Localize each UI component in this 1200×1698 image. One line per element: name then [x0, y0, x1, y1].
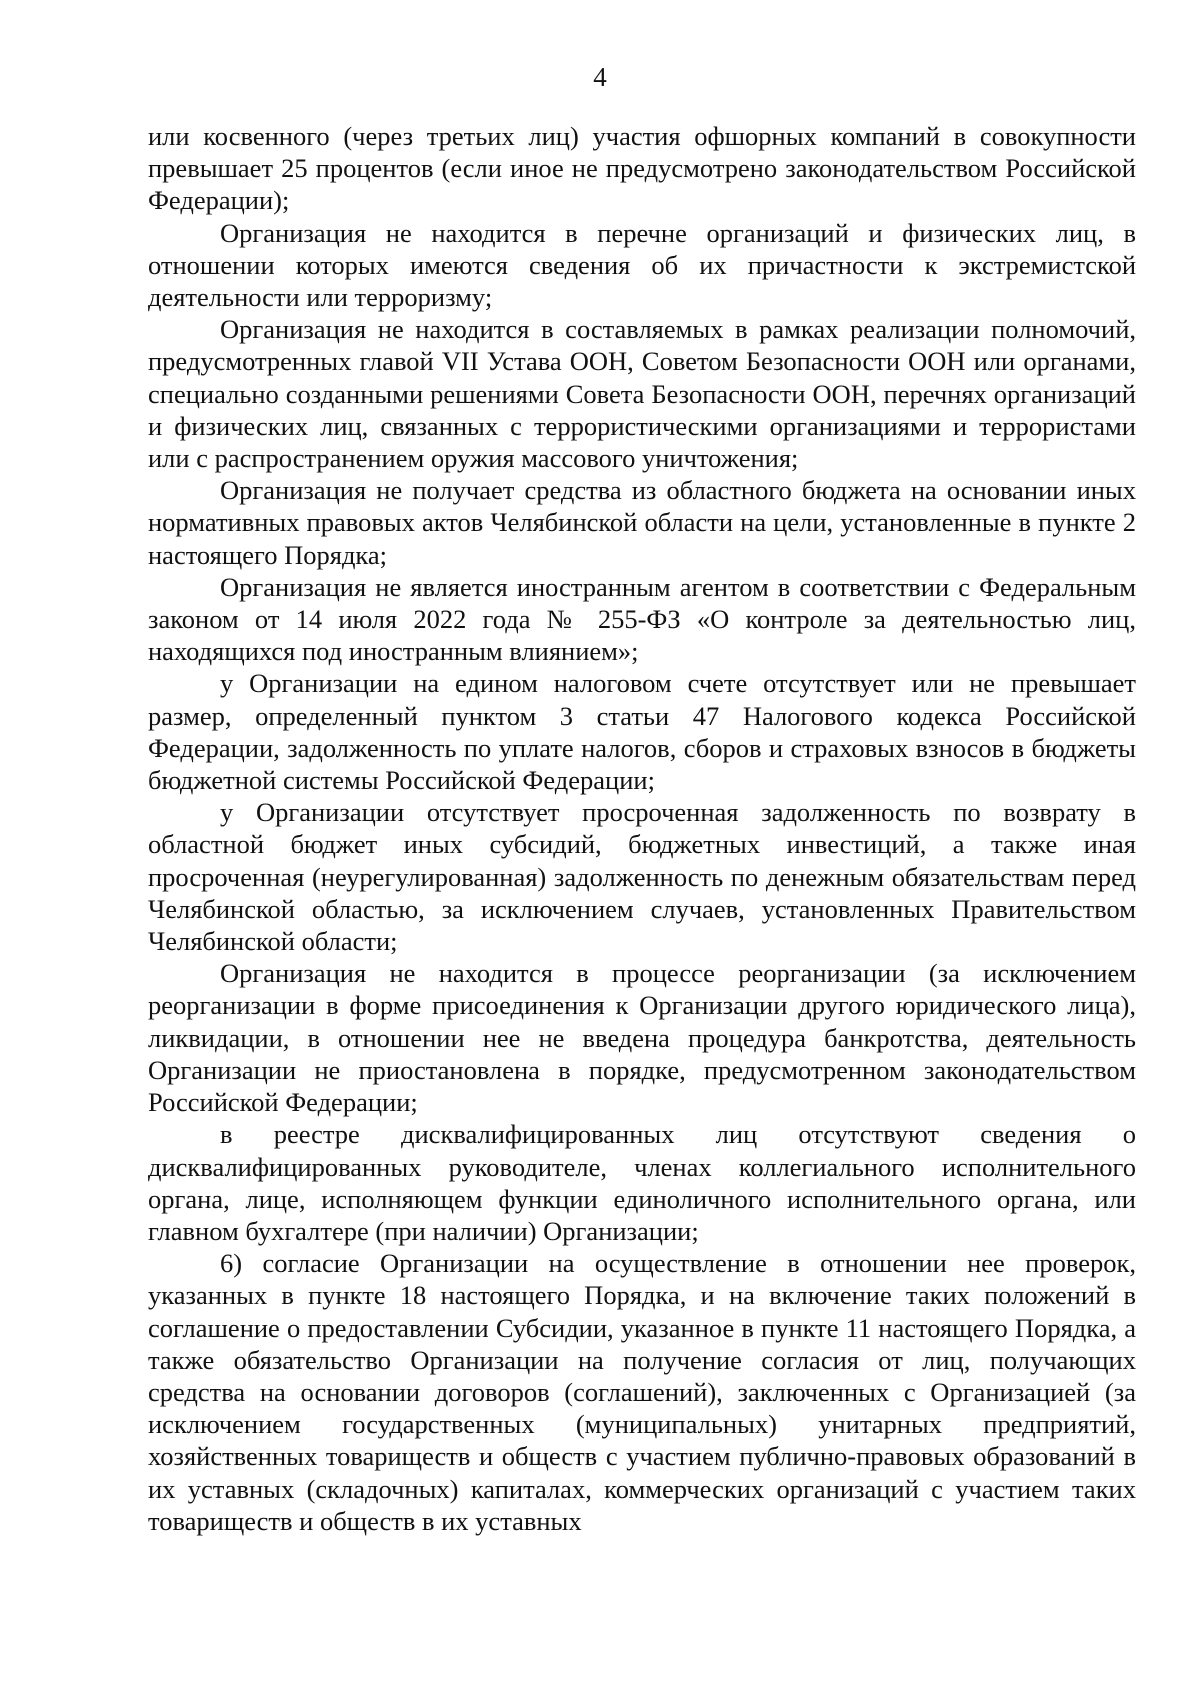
- paragraph: Организация не находится в составляемых в рамках реализации полномочий, предусмотренных главой VII Устава ООН, Советом Безопасности ООН или органами, специально созданными решениями Совета Безопасности ООН, перечнях организаций и физических лиц, связанных с террористическими организациями и террористами или с распространением оружия массового уничтожения;: [148, 314, 1136, 474]
- paragraph: у Организации на едином налоговом счете отсутствует или не превышает размер, определенный пунктом 3 статьи 47 Налогового кодекса Российской Федерации, задолженность по уплате налогов, сборов и страховых взносов в бюджеты бюджетной системы Российской Федерации;: [148, 668, 1136, 796]
- paragraph: Организация не находится в перечне организаций и физических лиц, в отношении которых имеются сведения об их причастности к экстремистской деятельности или терроризму;: [148, 217, 1136, 313]
- paragraph: Организация не находится в процессе реорганизации (за исключением реорганизации в форме присоединения к Организации другого юридического лица), ликвидации, в отношении нее не введена процедура банкротства, деятельность Организации не приостановлена в порядке, предусмотренном законодательством Российской Федерации;: [148, 958, 1136, 1118]
- page-number: 4: [593, 62, 607, 92]
- paragraph: или косвенного (через третьих лиц) участия офшорных компаний в совокупности превышает 25 процентов (если иное не предусмотрено законодательством Российской Федерации);: [148, 121, 1136, 216]
- paragraph: Организация не является иностранным агентом в соответствии с Федеральным законом от 14 июля 2022 года № 255-ФЗ «О контроле за деятельностью лиц, находящихся под иностранным влиянием»;: [148, 571, 1136, 667]
- paragraph: у Организации отсутствует просроченная задолженность по возврату в областной бюджет иных субсидий, бюджетных инвестиций, а также иная просроченная (неурегулированная) задолженность по денежным обязательствам перед Челябинской областью, за исключением случаев, установленных Правительством Челябинской области;: [148, 797, 1136, 957]
- document-body: [148, 120, 1136, 1537]
- paragraph: 6) согласие Организации на осуществление в отношении нее проверок, указанных в пункте 18 настоящего Порядка, и на включение таких положений в соглашение о предоставлении Субсидии, указанное в пункте 11 настоящего Порядка, а также обязательство Организации на получение согласия от лиц, получающих средства на основании договоров (соглашений), заключенных с Организацией (за исключением государственных (муниципальных) унитарных предприятий, хозяйственных товариществ и обществ с участием публично-правовых образований в их уставных (складочных) капиталах, коммерческих организаций с участием таких товариществ и обществ в их уставных: [148, 1248, 1136, 1536]
- paragraph: Организация не получает средства из областного бюджета на основании иных нормативных правовых актов Челябинской области на цели, установленные в пункте 2 настоящего Порядка;: [148, 475, 1136, 570]
- paragraph: в реестре дисквалифицированных лиц отсутствуют сведения о дисквалифицированных руководителе, членах коллегиального исполнительного органа, лице, исполняющем функции единоличного исполнительного органа, или главном бухгалтере (при наличии) Организации;: [148, 1119, 1136, 1246]
